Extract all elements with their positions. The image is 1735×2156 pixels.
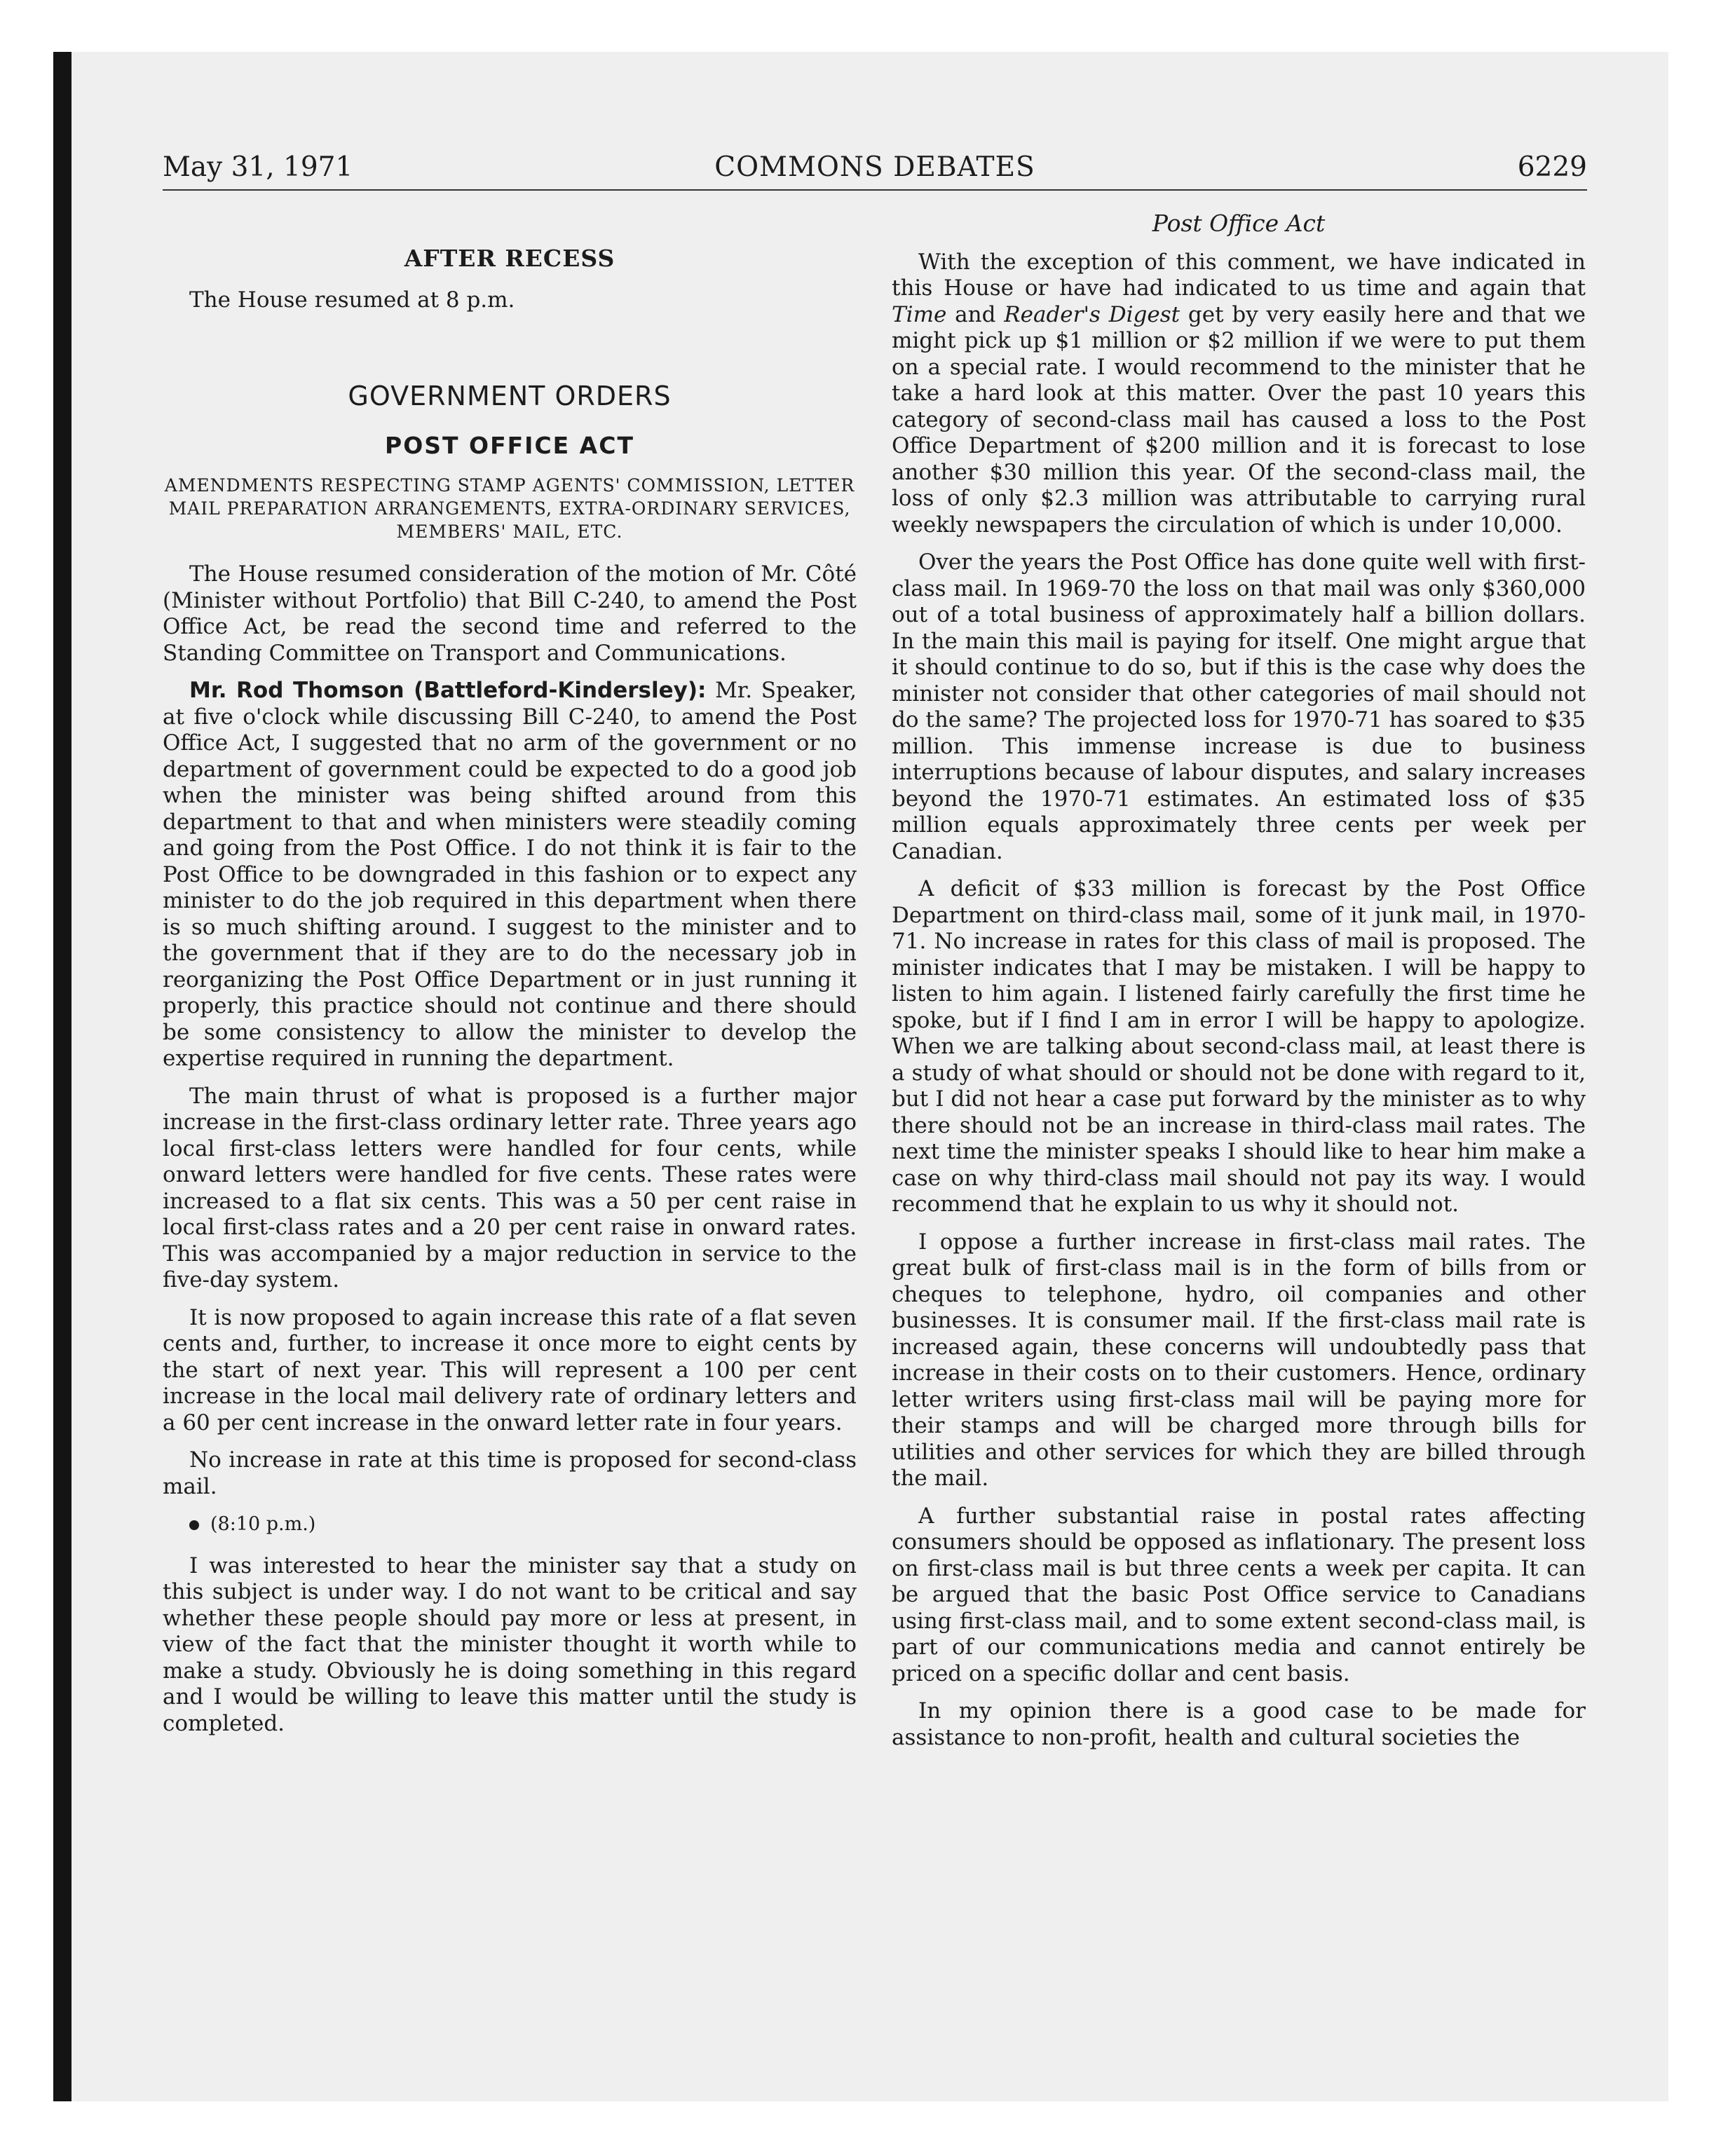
resumed-note: The House resumed at 8 p.m.: [189, 287, 515, 313]
scan-edge: [53, 52, 72, 2101]
speech-text: Mr. Speaker, at five o'clock while discussing Bill C-240, to amend the Post Office Act, I suggested that no arm of the government or no department of government could be expected to do a good job when the minister was being shifted around from this department to that and when ministers were steadily coming and going from the Post Office. I do not think it is fair to the Post Office to be downgraded in this fashion or to expect any minister to do the job required in this department when there is so much shifting around. I suggest to the minister and to the government that if they are to do the necessary job in reorganizing the Post Office Department or in just running it properly, this practice should not continue and there should be some consistency to allow the minister to develop the expertise required in running the department.: [163, 678, 857, 1071]
header-date: May 31, 1971: [163, 151, 353, 183]
paragraph: The main thrust of what is proposed is a further major increase in the first-class ordinary letter rate. Three years ago local first-class letters were handled for four cents, while onward letters were handled for five cents. These rates were increased to a flat six cents. This was a 50 per cent raise in local first-class rates and a 20 per cent raise in onward rates. This was accompanied by a major reduction in service to the five-day system.: [163, 1083, 857, 1292]
right-column: [892, 210, 1586, 1762]
running-head: Post Office Act: [1152, 210, 1326, 237]
time-marker-text: (8:10 p.m.): [210, 1513, 316, 1535]
publication-name: Time: [892, 301, 947, 327]
text-run: With the exception of this comment, we have indicated in this House or have had indicated to us time and again that: [892, 249, 1586, 301]
bullet-icon: [189, 1520, 199, 1530]
paragraph: In my opinion there is a good case to be made for assistance to non-profit, health and cultural societies the: [892, 1698, 1586, 1750]
paragraph: [163, 678, 857, 1072]
paragraph: Over the years the Post Office has done quite well with first-class mail. In 1969-70 the loss on that mail was only $360,000 out of a total business of approximately half a billion dollars. In the main this mail is paying for itself. One might argue that it should continue to do so, but if this is the case why does the minister not consider that other categories of mail should not do the same? The projected loss for 1970-71 has soared to $35 million. This immense increase is due to business interruptions because of labour disputes, and salary increases beyond the 1970-71 estimates. An estimated loss of $35 million equals approximately three cents per week per Canadian.: [892, 550, 1586, 864]
paragraph: A further substantial raise in postal rates affecting consumers should be opposed as inflationary. The present loss on first-class mail is but three cents a week per capita. It can be argued that the basic Post Office service to Canadians using first-class mail, and to some extent second-class mail, is part of our communications media and cannot entirely be priced on a specific dollar and cent basis.: [892, 1503, 1586, 1686]
time-marker: [189, 1511, 857, 1538]
header-page-number: 6229: [1517, 151, 1587, 183]
publication-name: Reader's Digest: [1004, 301, 1181, 327]
text-run: and: [946, 301, 1005, 327]
text-run: get by very easily here and that we might pick up $1 million or $2 million if we were to put them on a special rate. I would recommend to the minister that he take a hard look at this matter. Over the past 10 years this category of second-class mail has caused a loss to the Post Office Department of $200 million and it is forecast to lose another $30 million this year. Of the second-class mail, the loss of only $2.3 million was attributable to carrying rural weekly newspapers the circulation of which is under 10,000.: [892, 301, 1586, 538]
section-title: GOVERNMENT ORDERS: [348, 381, 672, 411]
paragraph: No increase in rate at this time is proposed for second-class mail.: [163, 1447, 857, 1499]
speaker-name: Mr. Rod Thomson (Battleford-Kindersley):: [189, 678, 707, 703]
page-header: [163, 150, 1587, 191]
amendments-subtitle: AMENDMENTS RESPECTING STAMP AGENTS' COMMISSION, LETTER MAIL PREPARATION ARRANGEMENTS, EXTRA-ORDINARY SERVICES, MEMBERS' MAIL, ETC.: [164, 475, 855, 542]
paragraph: It is now proposed to again increase this rate of a flat seven cents and, further, to increase it once more to eight cents by the start of next year. This will represent a 100 per cent increase in the local mail delivery rate of ordinary letters and a 60 per cent increase in the onward letter rate in four years.: [163, 1304, 857, 1435]
header-publication: COMMONS DEBATES: [714, 151, 1035, 183]
paragraph: I oppose a further increase in first-class mail rates. The great bulk of first-class mail is in the form of bills from or cheques to telephone, hydro, oil companies and other businesses. It is consumer mail. If the first-class mail rate is increased again, these concerns will undoubtedly pass that increase in their costs on to their customers. Hence, ordinary letter writers using first-class mail will be paying more for their stamps and will be charged more through bills for utilities and other services for which they are billed through the mail.: [892, 1229, 1586, 1491]
after-recess-heading: AFTER RECESS: [404, 245, 615, 272]
paragraph: A deficit of $33 million is forecast by the Post Office Department on third-class mail, some of it junk mail, in 1970-71. No increase in rates for this class of mail is proposed. The minister indicates that I may be mistaken. I will be happy to listen to him again. I listened fairly carefully the first time he spoke, but if I find I am in error I will be happy to apologize. When we are talking about second-class mail, at least there is a study of what should or should not be done with regard to it, but I did not hear a case put forward by the minister as to why there should not be an increase in third-class mail rates. The next time the minister speaks I should like to hear him make a case on why third-class mail should not pay its way. I would recommend that he explain to us why it should not.: [892, 876, 1586, 1217]
paragraph: The House resumed consideration of the motion of Mr. Côté (Minister without Portfolio) that Bill C-240, to amend the Post Office Act, be read the second time and referred to the Standing Committee on Transport and Communications.: [163, 561, 857, 666]
paragraph: [892, 250, 1586, 539]
paragraph: I was interested to hear the minister say that a study on this subject is under way. I do not want to be critical and say whether these people should pay more or less at present, in view of the fact that the minister thought it worth while to make a study. Obviously he is doing something in this regard and I would be willing to leave this matter until the study is completed.: [163, 1553, 857, 1736]
left-column: [163, 210, 857, 1748]
bill-title: POST OFFICE ACT: [385, 431, 634, 459]
